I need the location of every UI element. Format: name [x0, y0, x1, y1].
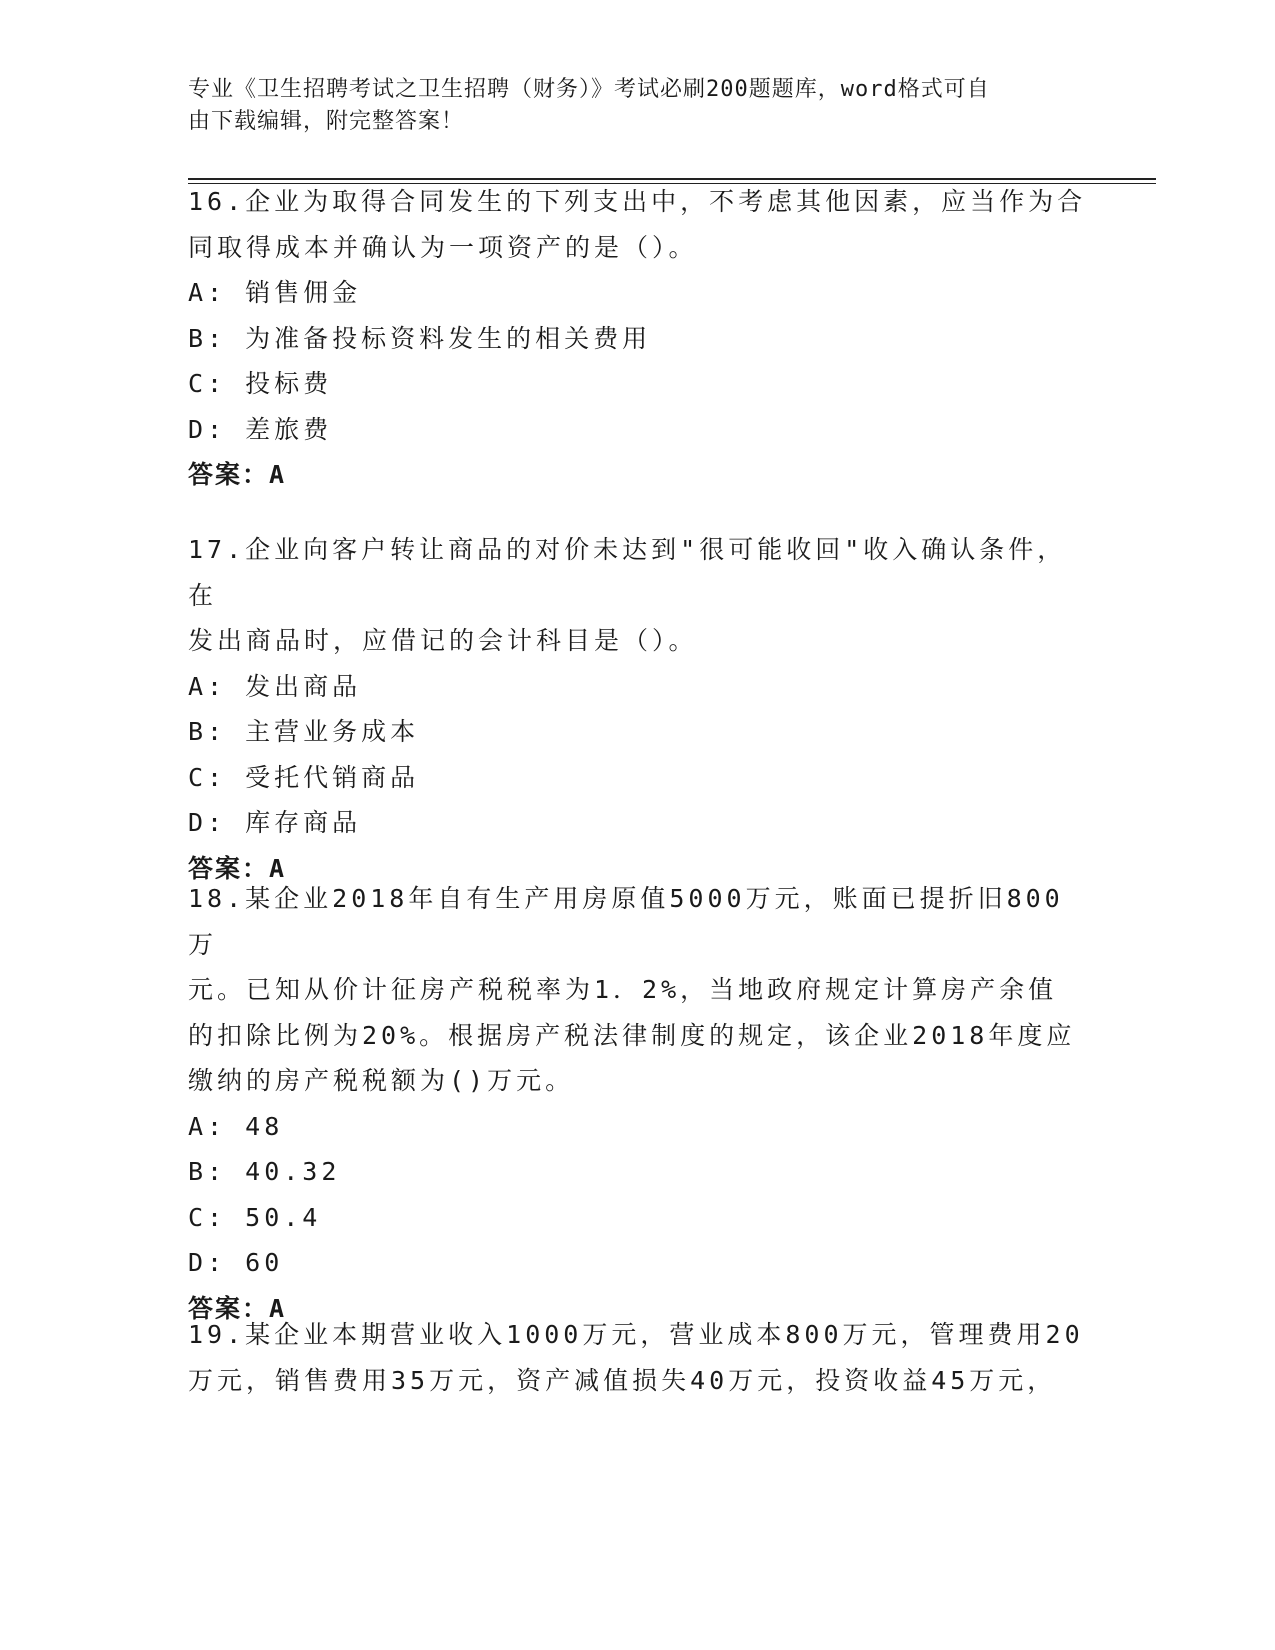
question-stem-line: 16.企业为取得合同发生的下列支出中，不考虑其他因素，应当作为合 — [188, 187, 1087, 216]
question-18 — [188, 876, 1088, 1331]
option-a: A: 48 — [188, 1111, 284, 1141]
option-a: A: 发出商品 — [188, 671, 362, 701]
option-c: C: 投标费 — [188, 369, 333, 398]
option-d: D: 差旅费 — [188, 414, 333, 444]
answer-line: 答案：A — [188, 1293, 287, 1323]
question-17 — [188, 527, 1088, 891]
option-b: B: 40.32 — [188, 1157, 341, 1186]
option-a: A: 销售佣金 — [188, 278, 362, 307]
option-d: D: 库存商品 — [188, 808, 362, 837]
question-stem-line: 的扣除比例为20%。根据房产税法律制度的规定，该企业2018年度应 — [188, 1020, 1076, 1050]
question-16 — [188, 179, 1088, 498]
question-stem-line: 万元，销售费用35万元，资产减值损失40万元，投资收益45万元， — [188, 1365, 1057, 1395]
question-stem-line: 19.某企业本期营业收入1000万元，营业成本800万元，管理费用20 — [188, 1320, 1084, 1349]
header-line-1: 专业《卫生招聘考试之卫生招聘（财务）》考试必刷200题题库，word格式可自 — [188, 77, 990, 102]
option-b: B: 为准备投标资料发生的相关费用 — [188, 323, 652, 353]
document-header — [188, 74, 1068, 138]
question-stem-line: 17.企业向客户转让商品的对价未达到"很可能收回"收入确认条件，在 — [188, 535, 1067, 610]
question-19 — [188, 1312, 1088, 1403]
question-stem-line: 缴纳的房产税税额为()万元。 — [188, 1066, 575, 1095]
question-stem-line: 元。已知从价计征房产税税率为1．2%，当地政府规定计算房产余值 — [188, 975, 1058, 1004]
question-stem-line: 同取得成本并确认为一项资产的是（）。 — [188, 232, 698, 262]
answer-line: 答案：A — [188, 853, 287, 883]
question-stem-line: 18.某企业2018年自有生产用房原值5000万元，账面已提折旧800万 — [188, 884, 1064, 959]
option-c: C: 受托代销商品 — [188, 762, 420, 792]
option-d: D: 60 — [188, 1248, 284, 1277]
header-line-2: 由下载编辑，附完整答案！ — [188, 109, 465, 134]
question-stem-line: 发出商品时，应借记的会计科目是（）。 — [188, 626, 698, 655]
answer-line: 答案：A — [188, 460, 287, 489]
option-b: B: 主营业务成本 — [188, 717, 420, 746]
option-c: C: 50.4 — [188, 1202, 322, 1232]
